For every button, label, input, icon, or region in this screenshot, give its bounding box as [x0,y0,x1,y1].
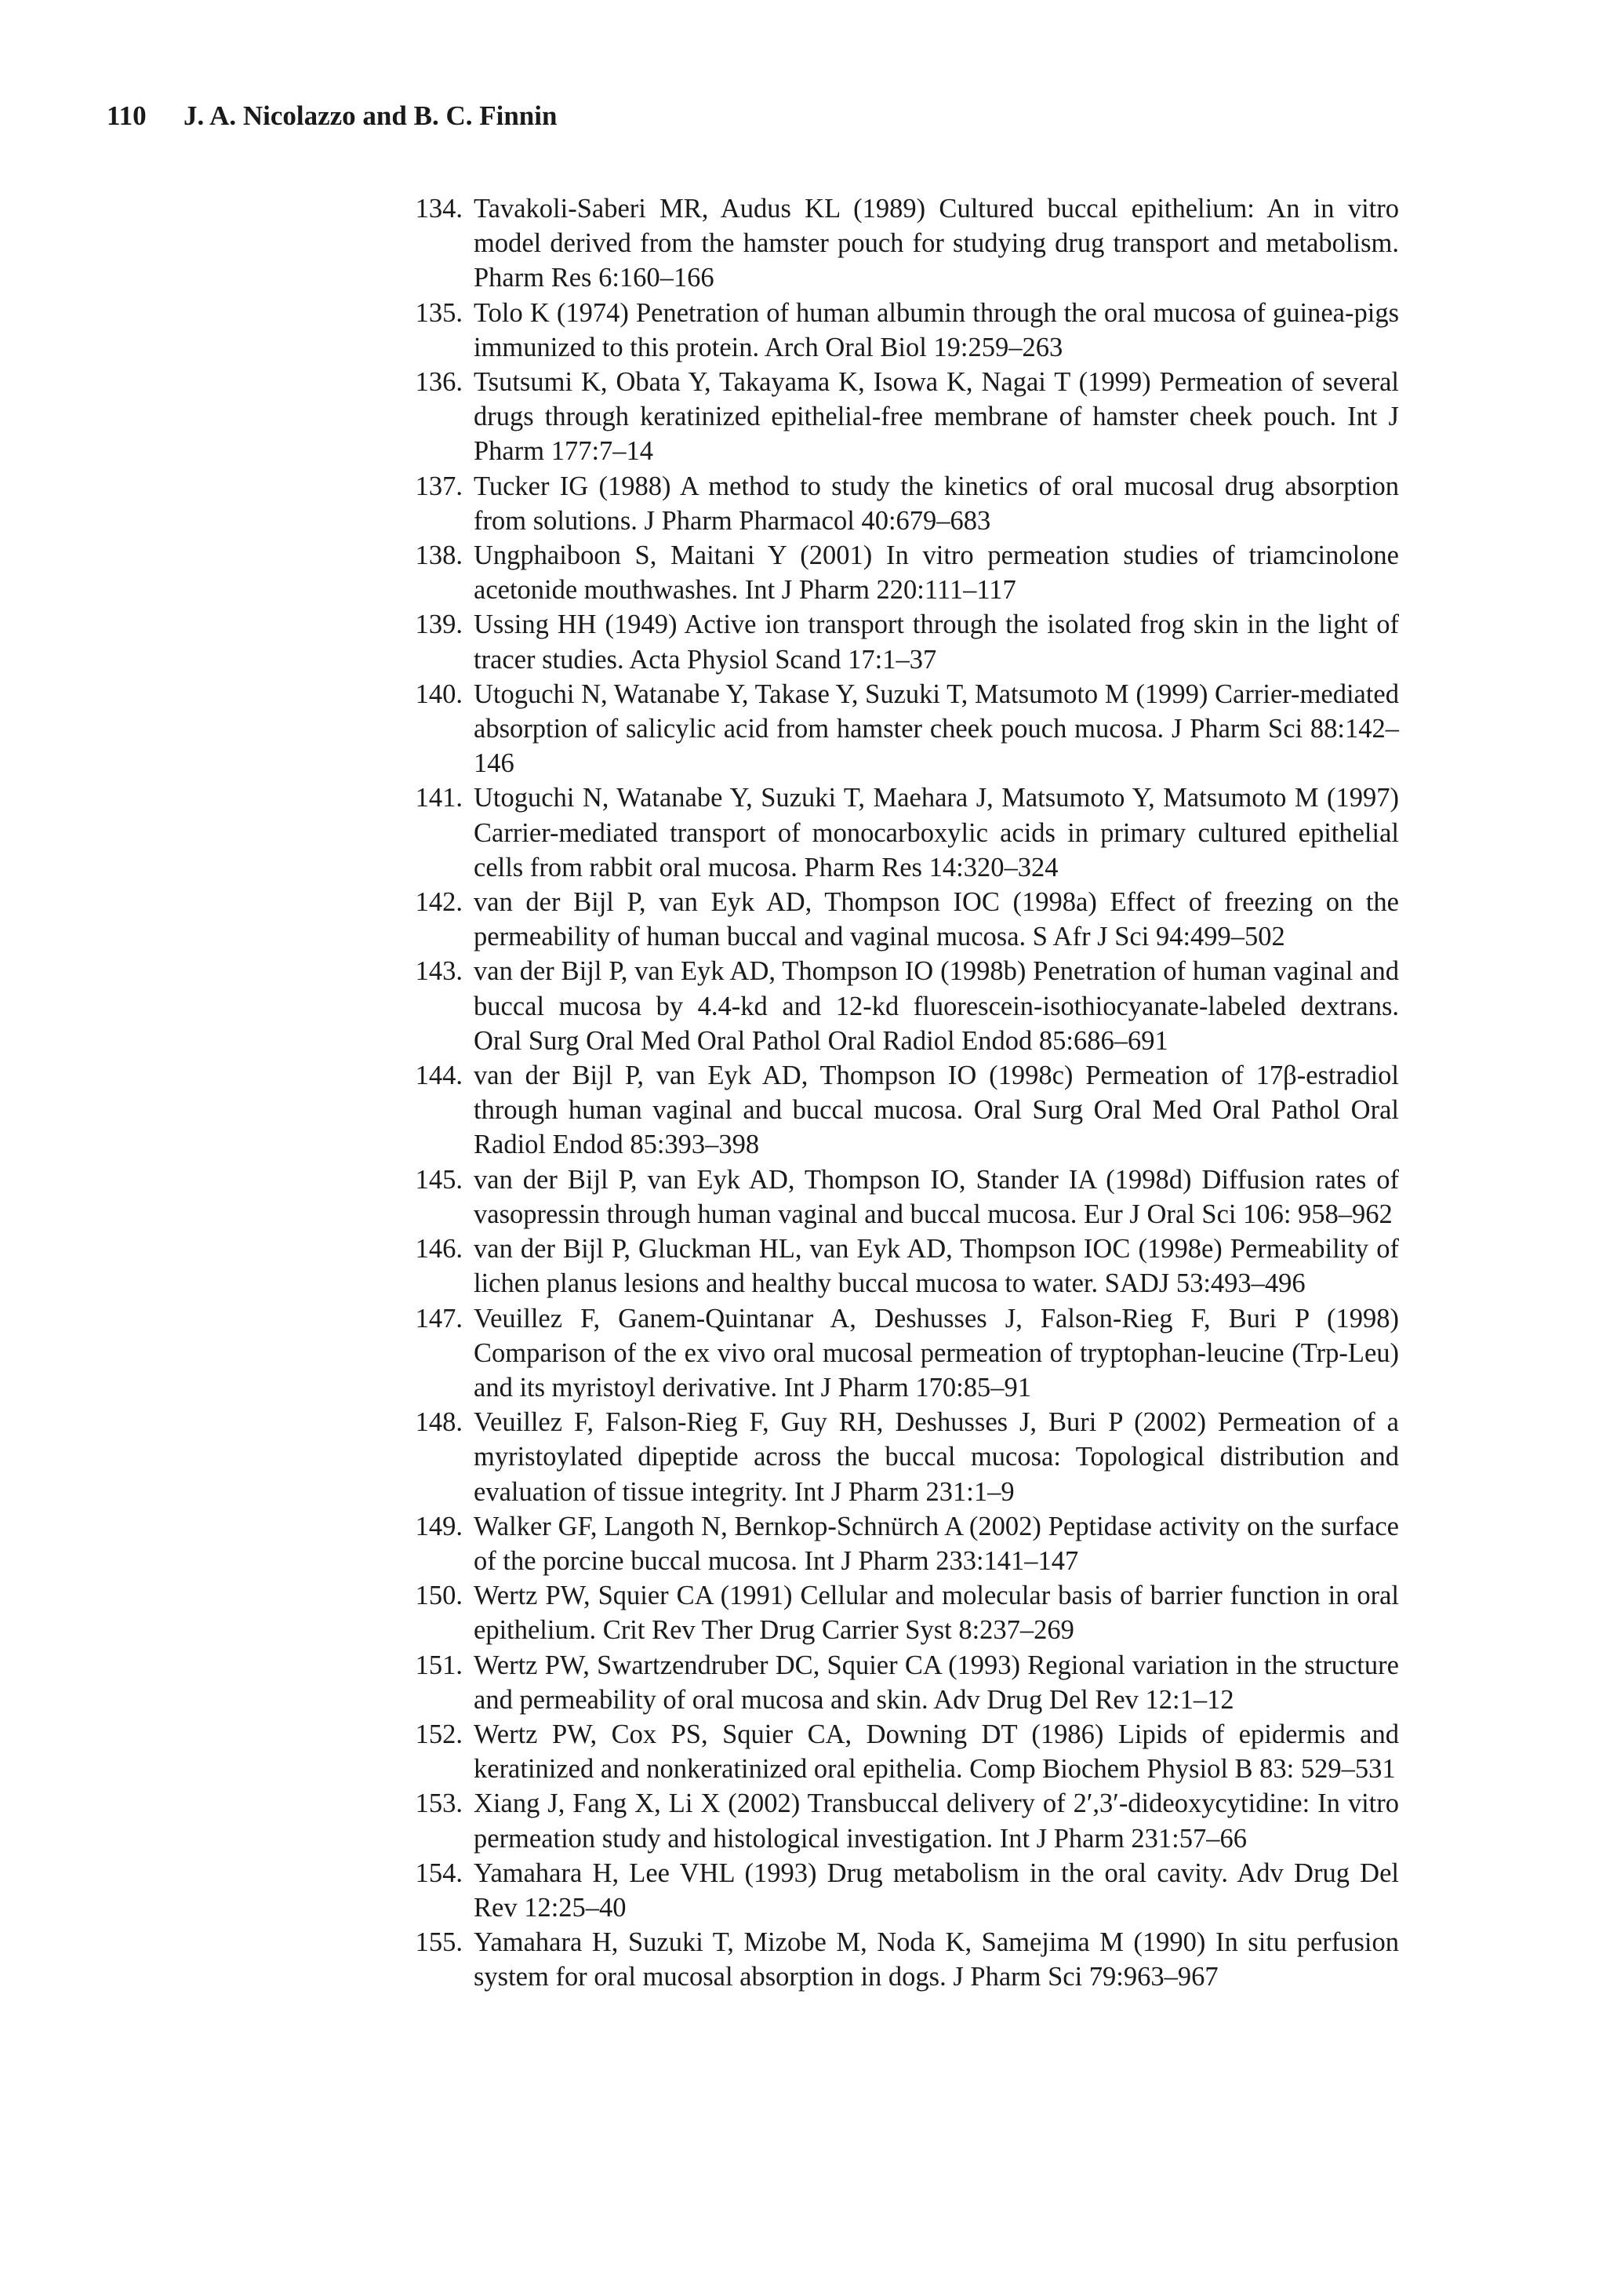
reference-number: 138. [415,540,463,571]
reference-text: Xiang J, Fang X, Li X (2002) Transbuccal delivery of 2′,3′-dideoxycytidine: In vitro permeation study and histological investigation. Int J Pharm 231:57–66 [474,1788,1399,1854]
reference-item [406,1163,1399,1232]
reference-item [406,1648,1399,1717]
reference-text: Wertz PW, Squier CA (1991) Cellular and molecular basis of barrier function in oral epithelium. Crit Rev Ther Drug Carrier Syst 8:237–269 [474,1581,1399,1646]
reference-text: Ussing HH (1949) Active ion transport through the isolated frog skin in the light of tracer studies. Acta Physiol Scand 17:1–37 [474,609,1399,675]
reference-text: van der Bijl P, van Eyk AD, Thompson IO (1998c) Permeation of 17β-estradiol through human vaginal and buccal mucosa. Oral Surg Oral Med Oral Pathol Oral Radiol Endod 85:393–398 [474,1061,1399,1160]
reference-text: Utoguchi N, Watanabe Y, Takase Y, Suzuki T, Matsumoto M (1999) Carrier-mediated absorption of salicylic acid from hamster cheek pouch mucosa. J Pharm Sci 88:142–146 [474,679,1399,779]
reference-item [406,1405,1399,1509]
reference-item [406,1232,1399,1301]
reference-item [406,538,1399,607]
reference-text: Wertz PW, Swartzendruber DC, Squier CA (1993) Regional variation in the structure and permeability of oral mucosa and skin. Adv Drug Del Rev 12:1–12 [474,1650,1399,1715]
reference-text: Veuillez F, Ganem-Quintanar A, Deshusses J, Falson-Rieg F, Buri P (1998) Comparison of the ex vivo oral mucosal permeation of tryptophan-leucine (Trp-Leu) and its myristoyl derivative. Int J Pharm 170:85–91 [474,1303,1399,1403]
reference-text: van der Bijl P, van Eyk AD, Thompson IOC (1998a) Effect of freezing on the permeability of human buccal and vaginal mucosa. S Afr J Sci 94:499–502 [474,887,1399,952]
reference-number: 148. [415,1407,463,1438]
reference-number: 152. [415,1719,463,1749]
reference-number: 147. [415,1303,463,1334]
reference-item [406,1058,1399,1163]
reference-text: van der Bijl P, van Eyk AD, Thompson IO, Stander IA (1998d) Diffusion rates of vasopressin through human vaginal and buccal mucosa. Eur J Oral Sci 106: 958–962 [474,1164,1399,1229]
reference-number: 154. [415,1858,463,1888]
reference-item [406,954,1399,1058]
reference-item [406,607,1399,676]
reference-text: van der Bijl P, Gluckman HL, van Eyk AD, Thompson IOC (1998e) Permeability of lichen planus lesions and healthy buccal mucosa to water. SADJ 53:493–496 [474,1234,1399,1299]
reference-text: Tucker IG (1988) A method to study the kinetics of oral mucosal drug absorption from solutions. J Pharm Pharmacol 40:679–683 [474,471,1399,536]
reference-text: Utoguchi N, Watanabe Y, Suzuki T, Maehara J, Matsumoto Y, Matsumoto M (1997) Carrier-mediated transport of monocarboxylic acids in primary cultured epithelial cells from rabbit oral mucosa. Pharm Res 14:320–324 [474,783,1399,882]
reference-list [406,191,1399,1995]
reference-number: 134. [415,194,463,224]
reference-item [406,296,1399,365]
reference-text: Tolo K (1974) Penetration of human albumin through the oral mucosa of guinea-pigs immunized to this protein. Arch Oral Biol 19:259–263 [474,297,1399,362]
reference-text: Tsutsumi K, Obata Y, Takayama K, Isowa K, Nagai T (1999) Permeation of several drugs through keratinized epithelial-free membrane of hamster cheek pouch. Int J Pharm 177:7–14 [474,367,1399,467]
reference-item [406,1786,1399,1855]
running-header-authors: J. A. Nicolazzo and B. C. Finnin [183,100,558,131]
reference-item [406,191,1399,296]
reference-text: Walker GF, Langoth N, Bernkop-Schnürch A (2002) Peptidase activity on the surface of the porcine buccal mucosa. Int J Pharm 233:141–147 [474,1511,1399,1576]
reference-item [406,469,1399,538]
reference-item [406,1925,1399,1994]
reference-number: 142. [415,887,463,918]
reference-text: Ungphaiboon S, Maitani Y (2001) In vitro permeation studies of triamcinolone acetonide mouthwashes. Int J Pharm 220:111–117 [474,540,1399,606]
reference-number: 151. [415,1650,463,1680]
reference-text: Tavakoli-Saberi MR, Audus KL (1989) Cultured buccal epithelium: An in vitro model derived from the hamster pouch for studying drug transport and metabolism. Pharm Res 6:160–166 [474,194,1399,293]
reference-item [406,1717,1399,1786]
running-header [107,100,557,132]
reference-number: 145. [415,1164,463,1195]
reference-text: Yamahara H, Lee VHL (1993) Drug metabolism in the oral cavity. Adv Drug Del Rev 12:25–40 [474,1858,1399,1923]
reference-text: Wertz PW, Cox PS, Squier CA, Downing DT (1986) Lipids of epidermis and keratinized and nonkeratinized oral epithelia. Comp Biochem Physiol B 83: 529–531 [474,1719,1399,1785]
reference-number: 146. [415,1234,463,1264]
reference-item [406,1509,1399,1578]
page-number: 110 [107,100,147,131]
reference-item [406,1301,1399,1406]
reference-number: 153. [415,1788,463,1819]
reference-text: van der Bijl P, van Eyk AD, Thompson IO (1998b) Penetration of human vaginal and buccal mucosa by 4.4-kd and 12-kd fluorescein-isothiocyanate-labeled dextrans. Oral Surg Oral Med Oral Pathol Oral Radiol Endod 85:686–691 [474,956,1399,1056]
reference-number: 149. [415,1511,463,1541]
reference-number: 150. [415,1581,463,1611]
reference-item [406,1856,1399,1925]
reference-item [406,677,1399,781]
reference-number: 144. [415,1061,463,1091]
reference-number: 136. [415,367,463,398]
reference-text: Yamahara H, Suzuki T, Mizobe M, Noda K, Samejima M (1990) In situ perfusion system for oral mucosal absorption in dogs. J Pharm Sci 79:963–967 [474,1927,1399,1992]
reference-item [406,885,1399,954]
reference-number: 140. [415,679,463,709]
reference-number: 135. [415,297,463,328]
reference-item [406,1578,1399,1647]
reference-number: 141. [415,783,463,813]
reference-number: 155. [415,1927,463,1958]
reference-number: 139. [415,609,463,640]
reference-item [406,780,1399,885]
reference-number: 143. [415,956,463,987]
reference-number: 137. [415,471,463,501]
reference-item [406,365,1399,469]
reference-text: Veuillez F, Falson-Rieg F, Guy RH, Deshusses J, Buri P (2002) Permeation of a myristoylated dipeptide across the buccal mucosa: Topological distribution and evaluation of tissue integrity. Int J Pharm 231:1–9 [474,1407,1399,1507]
